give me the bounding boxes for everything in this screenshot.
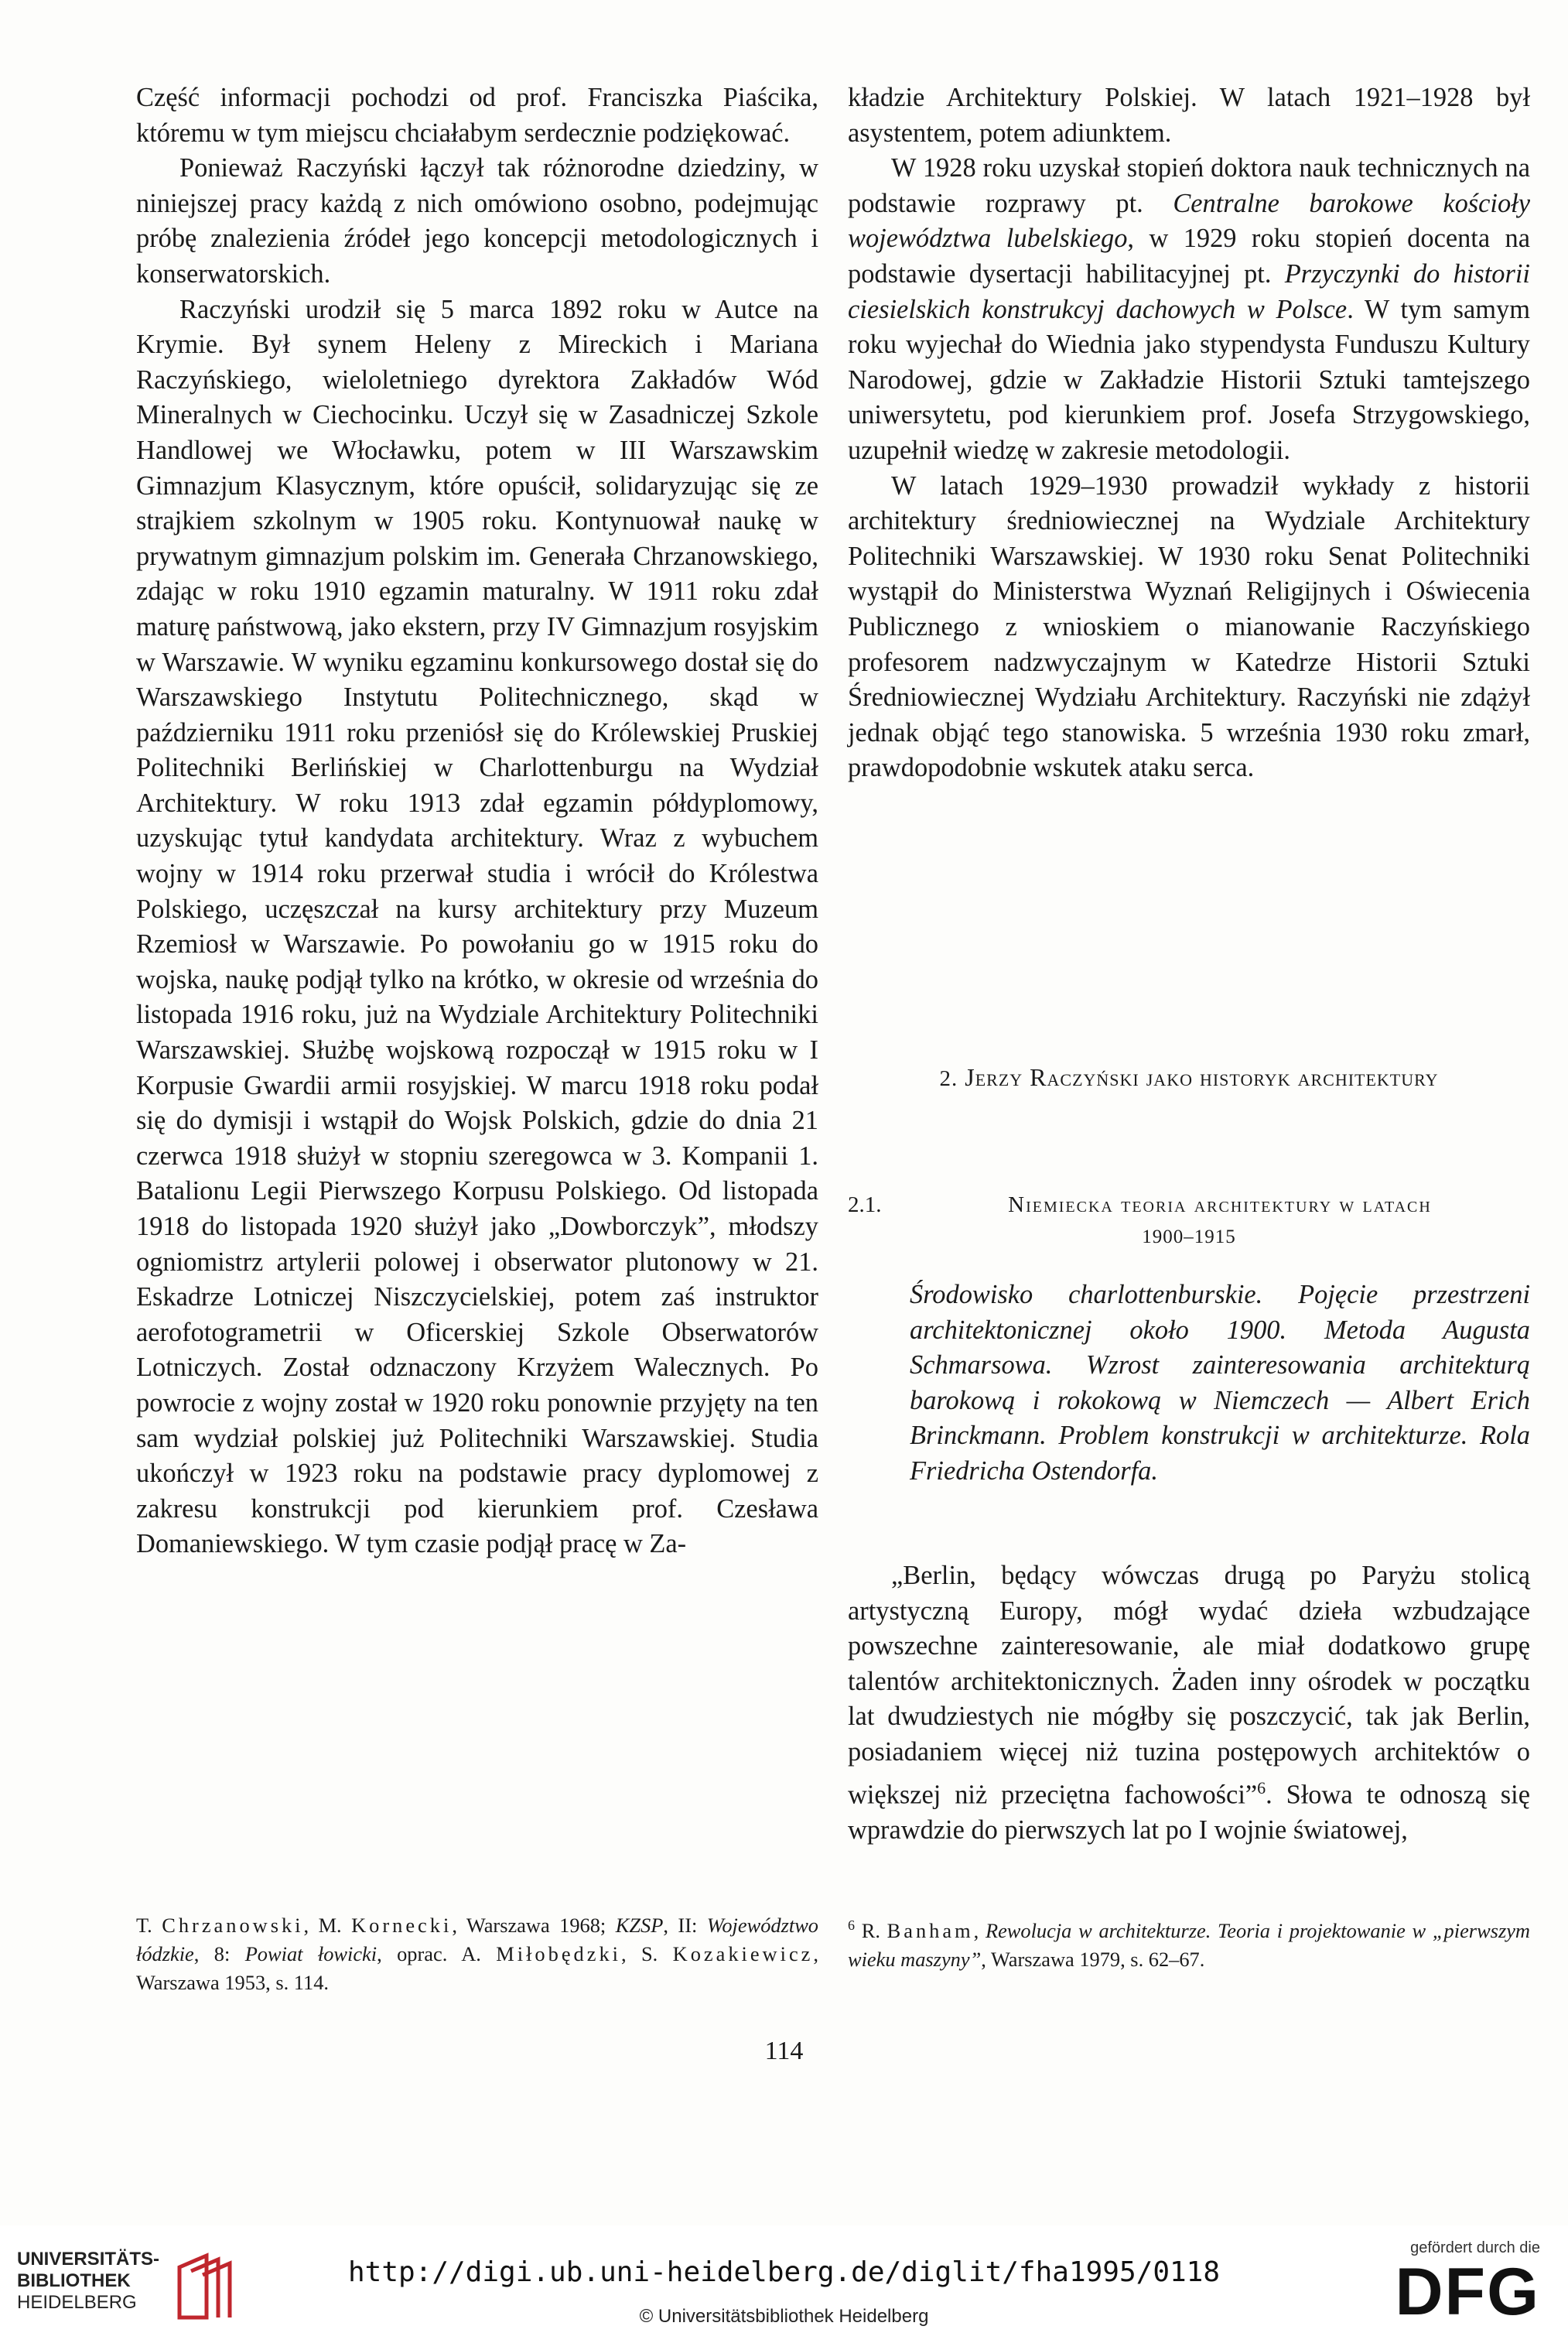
library-name-line: BIBLIOTHEK [17,2270,131,2291]
quote-continuation: . Słowa te odnoszą się wprawdzie do pierwszych lat po I wojnie światowej, [848,1780,1530,1845]
paragraph: W latach 1929–1930 prowadził wykłady z historii architektury średniowiecznej na Wydziale Architektury Politechniki Warszawskiej. W 1930 roku Senat Politechniki wystąpił do Ministerstwa Wyznań Religijnych i Oświecenia Publicznego z wnioskiem o mianowanie Raczyńskiego profesorem nadzwyczajnym w Katedrze Historii Sztuki Średniowiecznej Wydziału Architektury. Raczyński nie zdążył jednak objąć tego stanowiska. 5 września 1930 roku zmarł, prawdopodobnie wskutek ataku serca. [848,470,1530,783]
permalink-url[interactable]: http://digi.ub.uni-heidelberg.de/diglit/fha1995/0118 [347,2256,1221,2288]
paragraph [848,151,1530,468]
paragraph-text: , w 1929 roku stopień docenta na podstawie dysertacji habilitacyjnej pt. [848,224,1531,289]
section-heading [848,1060,1530,1096]
work-title: Centralne barokowe kościoły województwa lubelskiego [848,188,1530,254]
funded-by-text: gefördert durch die [1410,2239,1540,2256]
footnote-ref: 6 [1257,1777,1266,1798]
paragraph: Raczyński urodził się 5 marca 1892 roku w Autce na Krymie. Był synem Heleny z Mireckich i Mariana Raczyńskiego, wieloletniego dyrektora Zakładów Wód Mineralnych w Ciechocinku. Uczył się w Zasadniczej Szkole Handlowej we Włocławku, potem w III Warszawskim Gimnazjum Klasycznym, które opuścił, solidaryzując się ze strajkiem szkolnym w 1905 roku. Kontynuował naukę w prywatnym gimnazjum polskim im. Generała Chrzanowskiego, zdając w roku 1910 egzamin maturalny. W 1911 roku zdał maturę państwową, jako ekstern, przy IV Gimnazjum rosyjskim w Warszawie. W wyniku egzaminu konkursowego dostał się do Warszawskiego Instytutu Politechnicznego, skąd w październiku 1911 roku przeniósł się do Królewskiej Pruskiej Politechniki Berlińskiej w Charlottenburgu na Wydział Architektury. W roku 1913 zdał egzamin półdyplomowy, uzyskując tytuł kandydata architektury. Wraz z wybuchem wojny w 1914 roku przerwał studia i wrócił do Królestwa Polskiego, uczęszczał na kursy architektury przy Muzeum Rzemiosł w Warszawie. Po powołaniu go w 1915 roku do wojska, naukę podjął tylko na krótko, w okresie od września do listopada 1916 roku, już na Wydziale Architektury Politechniki Warszawskiej. Służbę wojskową rozpoczął w 1915 roku w I Korpusie Gwardii armii rosyjskiej. W marcu 1918 roku podał się do dymisji i wstąpił do Wojsk Polskich, gdzie do dnia 21 czerwca 1918 służył w stopniu szeregowca w 3. Kompanii 1. Batalionu Legii Pierwszego Korpusu Polskiego. Od listopada 1918 do listopada 1920 służył jako „Dowborczyk”, młodszy ogniomistrz artylerii polowej i obserwator plutonowy w 21. Eskadrze Lotniczej Niszczycielskiej, potem zaś instruktor aerofotogrametrii w Oficerskiej Szkole Obserwatorów Lotniczych. Został odznaczony Krzyżem Walecznych. Po powrocie z wojny został w 1920 roku ponownie przyjęty na ten sam wydział polskiej już Politechniki Warszawskiej. Studia ukończył w 1923 roku na podstawie pracy dyplomowej z zakresu konstrukcji pod kierunkiem prof. Czesława Domaniewskiego. W tym czasie podjął pracę w Za- [136,294,818,1559]
right-text-column [848,80,1530,786]
copyright-notice: © Universitätsbibliothek Heidelberg [639,2306,929,2327]
paragraph-text: W 1928 roku uzyskał stopień doktora nauk technicznych na podstawie rozprawy pt. [848,153,1530,218]
work-title: Przyczynki do historii ciesielskich konstrukcyj dachowych w Polsce [848,258,1530,324]
paragraph-text: . W tym samym roku wyjechał do Wiednia jako stypendysta Funduszu Kultury Narodowej, gdzie w Zakładzie Historii Sztuki tamtejszego uniwersytetu, pod kierunkiem prof. Josefa Strzygowskiego, uzupełnił wiedzę w zakresie metodologii. [848,294,1531,465]
subsection-years: 1900–1915 [1142,1226,1236,1247]
footnote-right: $^6$ R. Banham, Rewolucja w architekturze. Teoria i projektowanie w „pierwszym wieku maszyny”, Warszawa 1979, s. 62–67. [848,1917,1530,1971]
library-name-line: UNIVERSITÄTS- [17,2249,160,2270]
subsection-title: Niemiecka teoria architektury w latach [1008,1192,1432,1217]
library-name-line: HEIDELBERG [17,2292,137,2313]
dfg-wordmark: DFG [1395,2255,1540,2329]
paragraph: Ponieważ Raczyński łączył tak różnorodne dziedziny, w niniejszej pracy każdą z nich omówiono osobno, podejmując próbę znalezienia źródeł jego koncepcji metodologicznych i konserwatorskich. [136,153,818,289]
dfg-logo[interactable] [1378,2239,1540,2327]
section-title: Jerzy Raczyński jako historyk architektury [965,1063,1439,1091]
page-number: 114 [764,2037,804,2065]
paragraph: kładzie Architektury Polskiej. W latach 1921–1928 był asystentem, potem adiunktem. [848,83,1530,148]
quote-text: „Berlin, będący wówczas drugą po Paryżu stolicą artystyczną Europy, mógł wydać dzieła wzbudzające powszechne zainteresowanie, ale miał dodatkowo grupę talentów architektonicznych. Żaden inny ośrodek w początku lat dwudziestych nie mógłby się poszczycić, tak jak Berlin, posiadaniem więcej niż tuzina postępowych architektów o większej niż przeciętna fachowości” [848,1561,1530,1810]
footnote-left: T. Chrzanowski, M. Kornecki, Warszawa 1968; KZSP, II: Województwo łódzkie, 8: Powiat łowicki, oprac. A. Miłobędzki, S. Kozakiewicz, Warszawa 1953, s. 114. [136,1914,818,1994]
digitization-footer [0,2225,1568,2350]
quote-paragraph [848,1558,1530,1848]
section-number: 2. [939,1066,958,1091]
section-summary: Środowisko charlottenburskie. Pojęcie przestrzeni architektonicznej około 1900. Metoda Augusta Schmarsowa. Wzrost zainteresowania architekturą barokową i rokokową w Niemczech — Albert Erich Brinckmann. Problem konstrukcji w architekturze. Rola Friedricha Ostendorfa. [910,1280,1530,1486]
subsection-number: 2.1. [848,1192,882,1217]
subsection-heading [848,1189,1530,1254]
left-text-column [136,80,818,1562]
paragraph: Część informacji pochodzi od prof. Franciszka Piaścika, któremu w tym miejscu chciałabym serdecznie podziękować. [136,83,818,148]
